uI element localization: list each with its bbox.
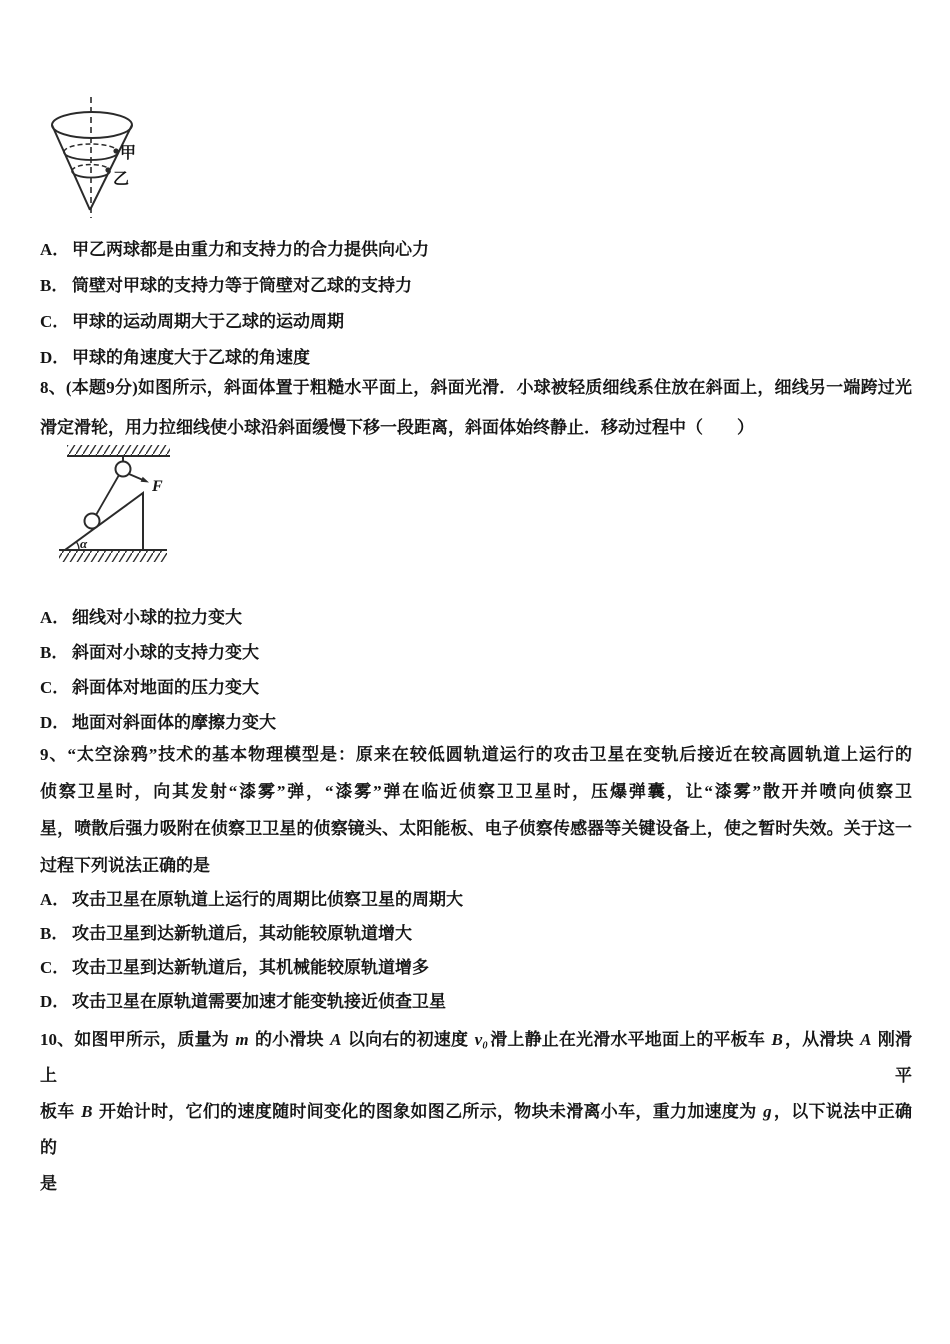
- ball-yi: [105, 167, 110, 172]
- string-force: [129, 474, 143, 480]
- cone-label-yi: 乙: [113, 171, 130, 188]
- option-letter: D．: [40, 713, 70, 732]
- option-row: [40, 232, 920, 268]
- q9-line4: 过程下列说法正确的是: [40, 856, 210, 875]
- option-text: 攻击卫星到达新轨道后，其动能较原轨道增大: [72, 924, 412, 943]
- q9-options: [40, 883, 920, 1019]
- q8-stem: [40, 368, 912, 448]
- q8-options: [40, 600, 920, 740]
- option-row: [40, 951, 920, 985]
- cone-label-jia: 甲: [120, 145, 137, 162]
- option-text: 斜面体对地面的压力变大: [72, 678, 259, 697]
- force-arrowhead: [141, 477, 149, 483]
- q8-line2: 滑定滑轮，用力拉细线使小球沿斜面缓慢下移一段距离，斜面体始终静止．移动过程中（ ）: [40, 418, 754, 437]
- option-letter: A．: [40, 240, 70, 259]
- option-letter: B．: [40, 276, 69, 295]
- option-letter: C．: [40, 678, 70, 697]
- q9-line3: 星，喷散后强力吸附在侦察卫卫星的侦察镜头、太阳能板、电子侦察传感器等关键设备上，使之暂时失效。关于这一: [40, 819, 912, 838]
- ball-jia: [113, 148, 118, 153]
- option-text: 攻击卫星到达新轨道后，其机械能较原轨道增多: [72, 958, 429, 977]
- option-letter: B．: [40, 643, 69, 662]
- symbol-v0: v₀: [474, 1030, 489, 1049]
- option-text: 攻击卫星在原轨道需要加速才能变轨接近侦查卫星: [72, 992, 446, 1011]
- option-text: 细线对小球的拉力变大: [72, 608, 242, 627]
- q7-options: [40, 232, 920, 376]
- q9-line2: 侦察卫星时，向其发射“漆雾”弹，“漆雾”弹在临近侦察卫卫星时，压爆弹囊，让“漆雾”散开并喷向侦察卫: [40, 782, 912, 801]
- option-letter: D．: [40, 992, 70, 1011]
- option-text: 甲球的运动周期大于乙球的运动周期: [72, 312, 344, 331]
- symbol-B: B: [81, 1102, 93, 1121]
- option-row: [40, 304, 920, 340]
- symbol-A: A: [330, 1030, 342, 1049]
- string-to-ball: [96, 475, 119, 515]
- option-row: [40, 883, 920, 917]
- option-row: [40, 268, 920, 304]
- q10-line2: 板车 B 开始计时，它们的速度随时间变化的图象如图乙所示，物块未滑离小车，重力加速度为 g ，以下说法中正确的: [40, 1102, 913, 1157]
- angle-arc: [76, 542, 79, 550]
- ground-hatch: [59, 551, 167, 562]
- option-text: 筒壁对甲球的支持力等于筒壁对乙球的支持力: [72, 276, 412, 295]
- option-row: [40, 985, 920, 1019]
- option-row: [40, 917, 920, 951]
- force-label: F: [152, 478, 163, 495]
- option-letter: C．: [40, 958, 70, 977]
- symbol-m: m: [235, 1030, 249, 1049]
- q10-stem: [40, 1022, 912, 1202]
- option-text: 地面对斜面体的摩擦力变大: [72, 713, 276, 732]
- symbol-g: g: [763, 1102, 772, 1121]
- q9-line1: 9、“太空涂鸦”技术的基本物理模型是：原来在较低圆轨道运行的攻击卫星在变轨后接近在较高圆轨道上运行的: [40, 745, 912, 764]
- option-text: 甲球的角速度大于乙球的角速度: [72, 348, 310, 367]
- incline-pulley-figure: [55, 443, 185, 571]
- symbol-A: A: [860, 1030, 872, 1049]
- ceiling-hatch: [67, 445, 170, 456]
- pulley: [116, 462, 131, 477]
- cone-rim: [52, 112, 132, 138]
- q9-stem: [40, 736, 912, 884]
- option-letter: D．: [40, 348, 70, 367]
- option-row: [40, 635, 920, 670]
- q10-line1: 10、如图甲所示，质量为 m 的小滑块 A 以向右的初速度 v₀ 滑上静止在光滑水平地面上的平板车 B ，从滑块 A 刚滑上平: [40, 1030, 913, 1085]
- option-letter: C．: [40, 312, 70, 331]
- symbol-B: B: [771, 1030, 783, 1049]
- q8-line1: 8、(本题9分)如图所示，斜面体置于粗糙水平面上，斜面光滑．小球被轻质细线系住放在斜面上，细线另一端跨过光: [40, 378, 912, 397]
- option-row: [40, 600, 920, 635]
- angle-label: α: [80, 536, 88, 551]
- option-letter: B．: [40, 924, 69, 943]
- option-text: 斜面对小球的支持力变大: [72, 643, 259, 662]
- cone-figure: [40, 90, 180, 222]
- option-letter: A．: [40, 608, 70, 627]
- option-text: 甲乙两球都是由重力和支持力的合力提供向心力: [72, 240, 429, 259]
- option-row: [40, 670, 920, 705]
- option-text: 攻击卫星在原轨道上运行的周期比侦察卫星的周期大: [72, 890, 463, 909]
- q10-line3: 是: [40, 1174, 57, 1193]
- option-letter: A．: [40, 890, 70, 909]
- option-row: [40, 705, 920, 740]
